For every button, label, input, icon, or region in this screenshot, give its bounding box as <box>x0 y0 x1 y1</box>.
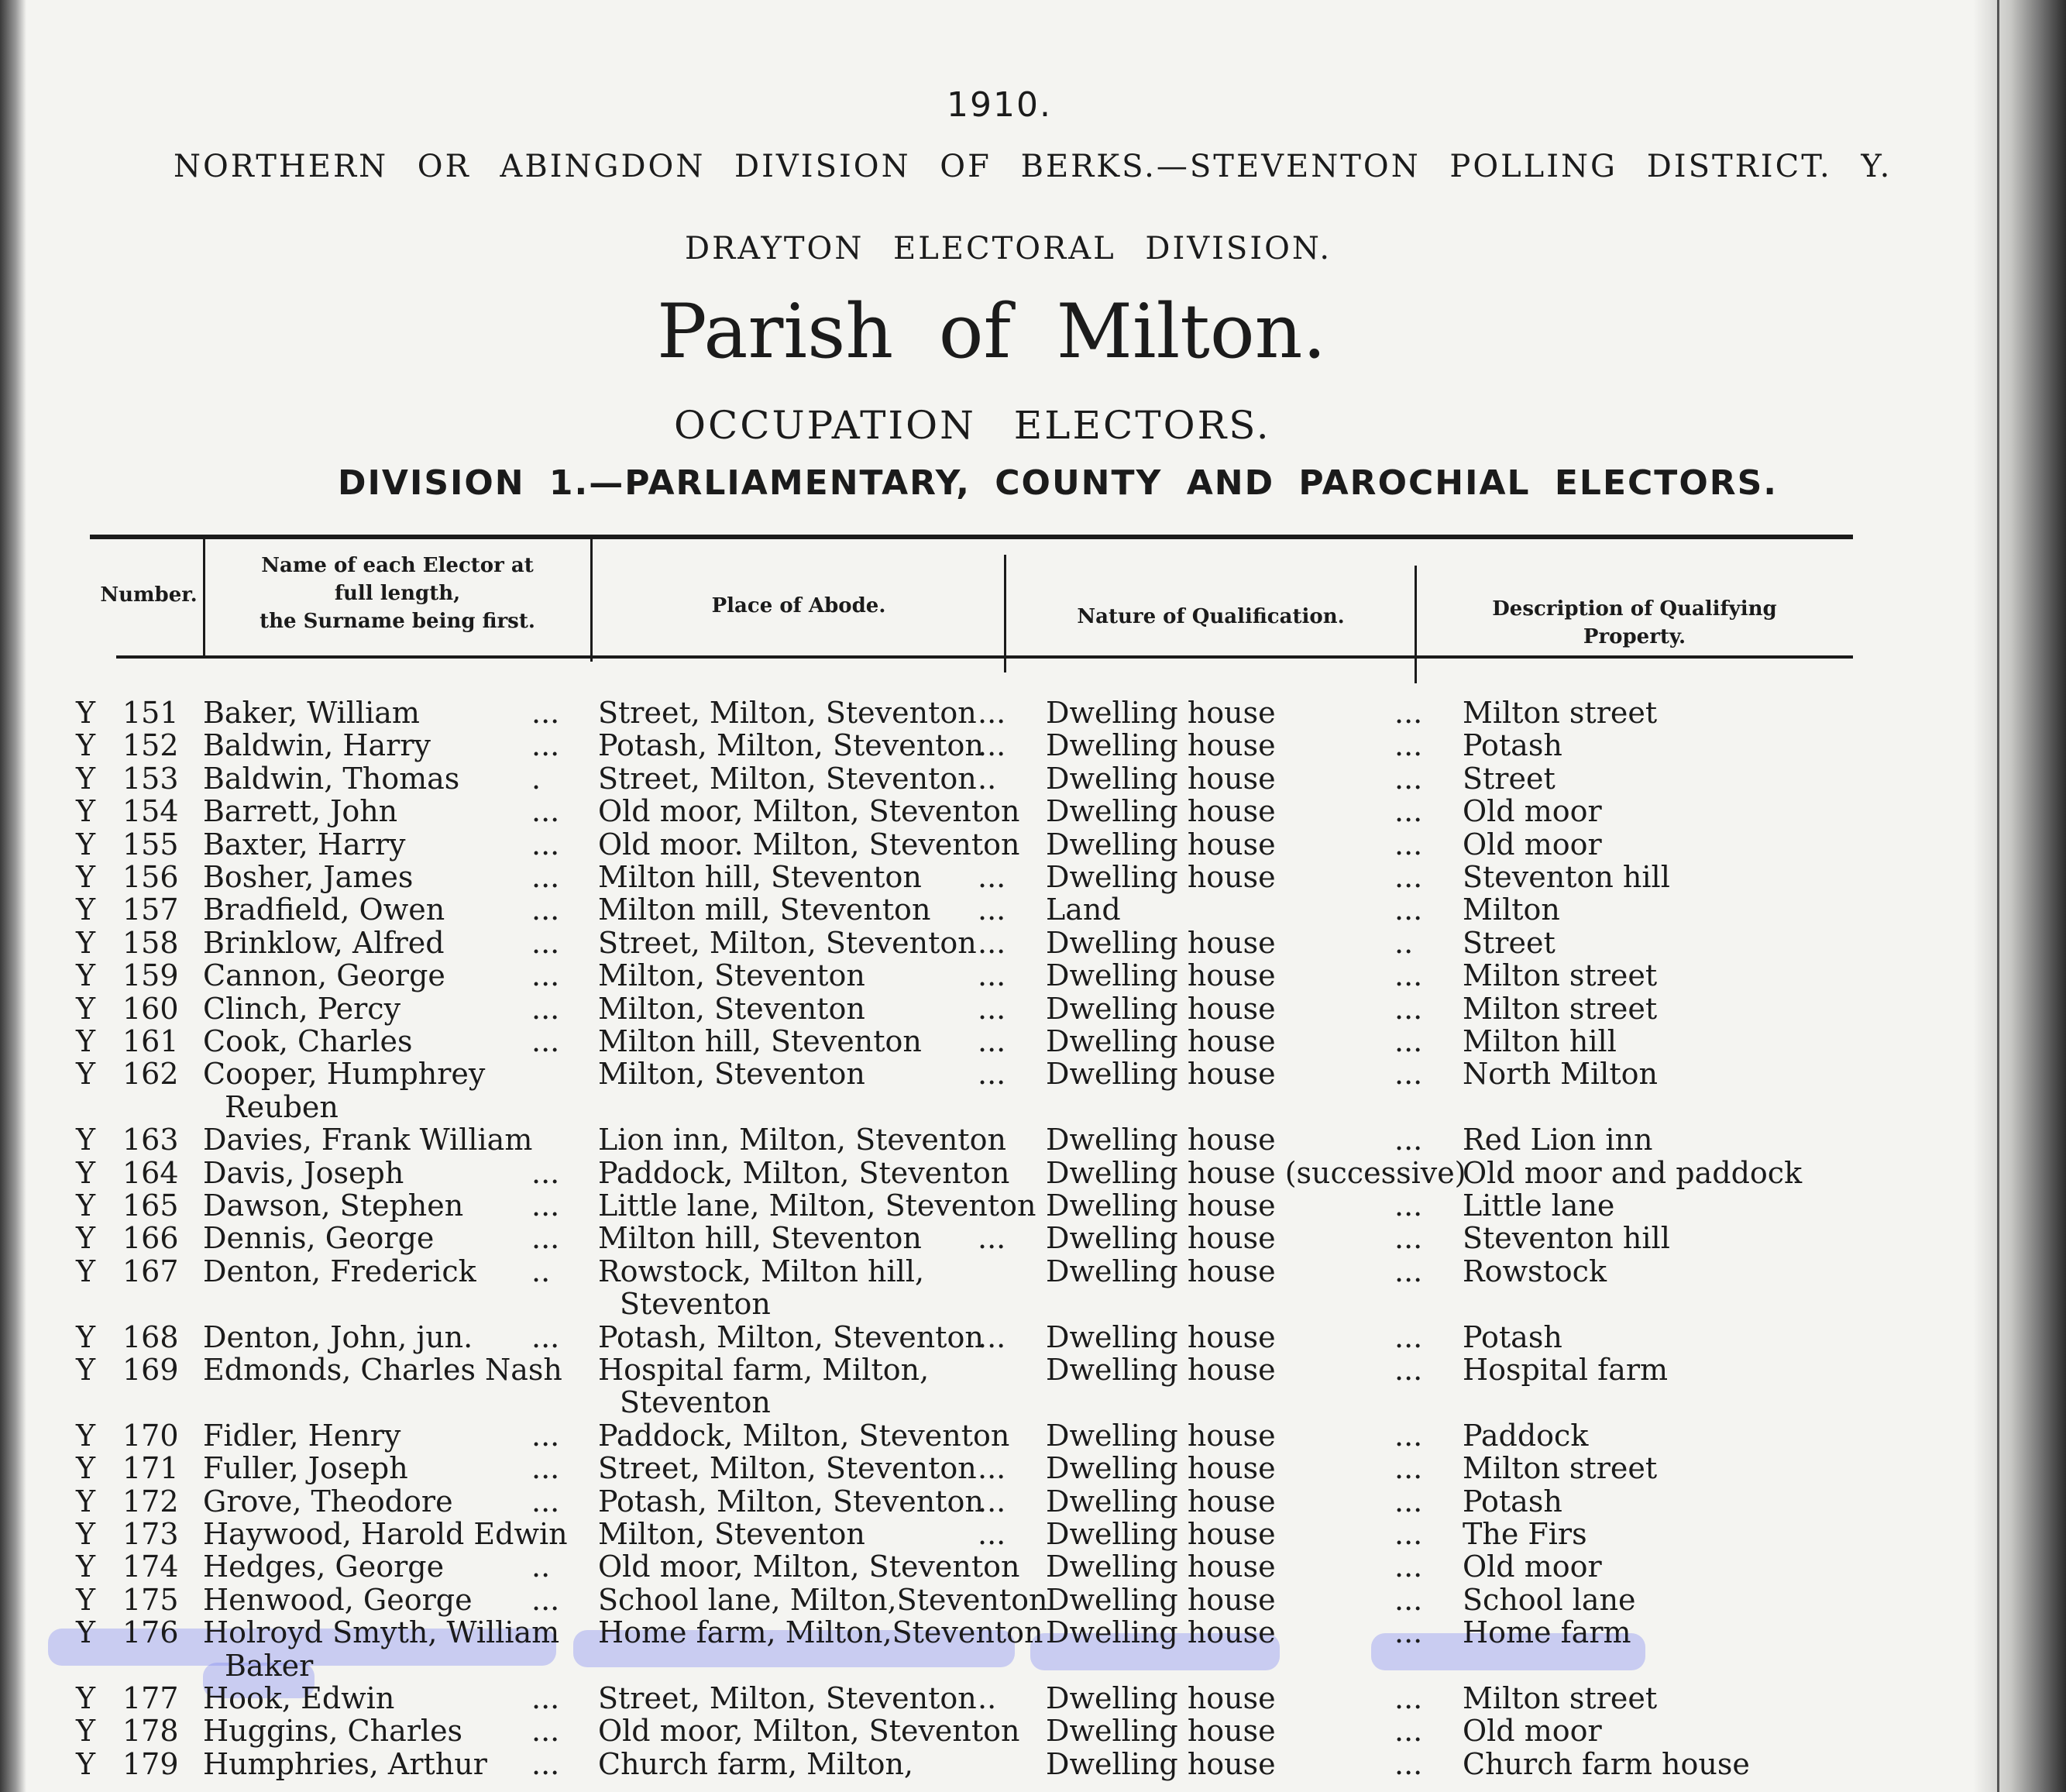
elector-name: Huggins, Charles <box>203 1714 463 1748</box>
entry-mark: Y <box>76 794 96 828</box>
qualifying-property: Old moor <box>1463 827 1602 862</box>
leader-dots: ... <box>531 1451 560 1485</box>
qualification: Dwelling house <box>1046 827 1276 862</box>
qualifying-property: Potash <box>1463 1484 1562 1519</box>
leader-dots: ... <box>531 958 560 992</box>
qualifying-property: Little lane <box>1463 1188 1615 1223</box>
table-row <box>0 1221 1859 1255</box>
elector-name: Fidler, Henry <box>203 1419 401 1453</box>
leader-dots: ... <box>1394 794 1423 828</box>
qualifying-property: Steventon hill <box>1463 1221 1670 1255</box>
table-row <box>0 1550 1859 1584</box>
table-row <box>0 860 1859 894</box>
entry-mark: Y <box>76 696 96 730</box>
qualifying-property: Old moor <box>1463 1550 1602 1584</box>
subsection-heading: DIVISION 1.—PARLIAMENTARY, COUNTY AND PAROCHIAL ELECTORS. <box>338 463 1779 503</box>
leader-dots: ... <box>978 696 1006 730</box>
place-of-abode: Potash, Milton, Steventon <box>598 1484 984 1519</box>
table-row <box>0 1583 1859 1617</box>
leader-dots: ... <box>1394 1550 1423 1584</box>
table-top-rule <box>90 535 1853 539</box>
entry-mark: Y <box>76 1550 96 1584</box>
leader-dots: ... <box>1394 893 1423 927</box>
leader-dots: ... <box>1394 1583 1423 1617</box>
place-of-abode: School lane, Milton,Steventon <box>598 1583 1048 1617</box>
entry-number: 152 <box>122 728 179 762</box>
entry-number: 156 <box>122 860 179 894</box>
place-of-abode: Rowstock, Milton hill, <box>598 1254 925 1288</box>
entry-mark: Y <box>76 860 96 894</box>
leader-dots: ... <box>531 1681 560 1715</box>
place-of-abode: Milton, Steventon <box>598 1057 865 1091</box>
table-header-bottom-rule <box>116 655 1853 659</box>
place-of-abode: Milton, Steventon <box>598 1517 865 1551</box>
leader-dots: ... <box>1394 1353 1423 1387</box>
place-of-abode: Milton, Steventon <box>598 992 865 1026</box>
qualifying-property: School lane <box>1463 1583 1636 1617</box>
entry-number: 158 <box>122 926 179 960</box>
place-of-abode: Street, Milton, Steventon <box>598 696 977 730</box>
register-year: 1910. <box>947 85 1052 125</box>
place-of-abode: Milton hill, Steventon <box>598 1024 922 1058</box>
qualification: Dwelling house <box>1046 1353 1276 1387</box>
leader-dots: ... <box>1394 762 1423 796</box>
elector-name: Baldwin, Harry <box>203 728 431 762</box>
qualifying-property: Old moor <box>1463 1714 1602 1748</box>
leader-dots: ... <box>1394 958 1423 992</box>
elector-name: Haywood, Harold Edwin <box>203 1517 568 1551</box>
leader-dots: ... <box>531 1747 560 1781</box>
qualifying-property: Old moor <box>1463 794 1602 828</box>
entry-number: 174 <box>122 1550 179 1584</box>
elector-name-continued: Reuben <box>225 1090 339 1124</box>
entry-number: 179 <box>122 1747 179 1781</box>
entry-number: 164 <box>122 1156 179 1190</box>
qualifying-property: Milton hill <box>1463 1024 1617 1058</box>
table-row <box>0 1681 1859 1715</box>
qualification: Dwelling house <box>1046 860 1276 894</box>
qualification: Dwelling house <box>1046 1615 1276 1649</box>
leader-dots: ... <box>531 794 560 828</box>
table-row <box>0 762 1859 796</box>
entry-mark: Y <box>76 1156 96 1190</box>
entry-number: 155 <box>122 827 179 862</box>
leader-dots: ... <box>978 926 1006 960</box>
qualifying-property: Milton <box>1463 893 1560 927</box>
table-row <box>0 1024 1859 1058</box>
place-of-abode: Street, Milton, Steventon <box>598 926 977 960</box>
leader-dots: ... <box>531 860 560 894</box>
elector-name: Bosher, James <box>203 860 414 894</box>
qualification: Dwelling house <box>1046 1583 1276 1617</box>
place-of-abode: Old moor, Milton, Steventon <box>598 1550 1020 1584</box>
leader-dots: ... <box>1394 992 1423 1026</box>
leader-dots: ... <box>1394 1123 1423 1157</box>
qualifying-property: Milton street <box>1463 696 1658 730</box>
leader-dots: ... <box>1394 1517 1423 1551</box>
entry-mark: Y <box>76 1615 96 1649</box>
column-header-qualification: Nature of Qualification. <box>1077 605 1345 628</box>
entry-number: 170 <box>122 1419 179 1453</box>
leader-dots: ... <box>531 992 560 1026</box>
elector-name: Davies, Frank William <box>203 1123 533 1157</box>
leader-dots: ... <box>1394 1188 1423 1223</box>
column-divider <box>1415 566 1417 683</box>
leader-dots: .. <box>531 1254 551 1288</box>
elector-name: Davis, Joseph <box>203 1156 404 1190</box>
leader-dots: ... <box>1394 728 1423 762</box>
qualification: Dwelling house <box>1046 1517 1276 1551</box>
qualifying-property: Milton street <box>1463 958 1658 992</box>
qualification: Dwelling house <box>1046 728 1276 762</box>
entry-number: 162 <box>122 1057 179 1091</box>
qualifying-property: The Firs <box>1463 1517 1587 1551</box>
elector-name: Brinklow, Alfred <box>203 926 445 960</box>
entry-number: 154 <box>122 794 179 828</box>
entry-number: 165 <box>122 1188 179 1223</box>
table-row <box>0 1451 1859 1485</box>
table-row <box>0 893 1859 927</box>
place-of-abode: Hospital farm, Milton, <box>598 1353 930 1387</box>
table-row <box>0 1517 1859 1551</box>
entry-mark: Y <box>76 1024 96 1058</box>
table-row <box>0 926 1859 960</box>
place-of-abode: Lion inn, Milton, Steventon <box>598 1123 1006 1157</box>
qualifying-property: Old moor and paddock <box>1463 1156 1803 1190</box>
table-row <box>0 827 1859 862</box>
entry-number: 175 <box>122 1583 179 1617</box>
column-header-name: Name of each Elector at full length, the Surname being first. <box>260 554 535 633</box>
leader-dots: ... <box>1394 827 1423 862</box>
qualification: Dwelling house <box>1046 1254 1276 1288</box>
entry-number: 157 <box>122 893 179 927</box>
leader-dots: ... <box>978 860 1006 894</box>
table-row <box>0 1320 1859 1354</box>
entry-mark: Y <box>76 926 96 960</box>
place-of-abode: Potash, Milton, Steventon <box>598 728 984 762</box>
place-of-abode-continued: Steventon <box>620 1287 771 1321</box>
elector-name: Henwood, George <box>203 1583 473 1617</box>
qualification: Dwelling house <box>1046 1057 1276 1091</box>
elector-name: Cooper, Humphrey <box>203 1057 486 1091</box>
elector-name-continued: Baker <box>225 1649 314 1683</box>
entry-mark: Y <box>76 1747 96 1781</box>
qualifying-property: Hospital farm <box>1463 1353 1669 1387</box>
division-heading: NORTHERN OR ABINGDON DIVISION OF BERKS.—STEVENTON POLLING DISTRICT. Y. <box>174 149 1892 184</box>
elector-name: Hook, Edwin <box>203 1681 395 1715</box>
entry-number: 177 <box>122 1681 179 1715</box>
entry-number: 159 <box>122 958 179 992</box>
leader-dots: ... <box>978 1484 1006 1519</box>
leader-dots: .. <box>978 762 997 796</box>
elector-name: Hedges, George <box>203 1550 445 1584</box>
entry-mark: Y <box>76 1714 96 1748</box>
place-of-abode: Street, Milton, Steventon <box>598 1681 977 1715</box>
leader-dots: ... <box>1394 1419 1423 1453</box>
qualification: Dwelling house <box>1046 1451 1276 1485</box>
entry-mark: Y <box>76 1681 96 1715</box>
place-of-abode: Old moor, Milton, Steventon <box>598 794 1020 828</box>
page-edge-line <box>1997 0 1999 1792</box>
qualifying-property: Milton street <box>1463 992 1658 1026</box>
place-of-abode: Old moor, Milton, Steventon <box>598 1714 1020 1748</box>
entry-number: 151 <box>122 696 179 730</box>
qualification: Dwelling house <box>1046 1123 1276 1157</box>
leader-dots: ... <box>1394 1451 1423 1485</box>
qualification: Dwelling house <box>1046 926 1276 960</box>
entry-number: 173 <box>122 1517 179 1551</box>
table-row <box>0 1123 1859 1157</box>
entry-mark: Y <box>76 1484 96 1519</box>
entry-mark: Y <box>76 1451 96 1485</box>
elector-name: Baxter, Harry <box>203 827 406 862</box>
qualifying-property: Milton street <box>1463 1451 1658 1485</box>
qualification: Dwelling house <box>1046 1747 1276 1781</box>
leader-dots: ... <box>978 893 1006 927</box>
leader-dots: ... <box>531 1156 560 1190</box>
entry-mark: Y <box>76 762 96 796</box>
page-edge-shadow-right <box>1973 0 2066 1792</box>
elector-name: Clinch, Percy <box>203 992 401 1026</box>
entry-number: 166 <box>122 1221 179 1255</box>
qualification: Dwelling house <box>1046 1024 1276 1058</box>
leader-dots: ... <box>531 1024 560 1058</box>
entry-mark: Y <box>76 728 96 762</box>
leader-dots: ... <box>531 1714 560 1748</box>
leader-dots: .. <box>1394 926 1414 960</box>
entry-mark: Y <box>76 1320 96 1354</box>
qualification: Dwelling house <box>1046 1188 1276 1223</box>
elector-name: Holroyd Smyth, William <box>203 1615 560 1649</box>
leader-dots: ... <box>1394 1615 1423 1649</box>
qualifying-property: Steventon hill <box>1463 860 1670 894</box>
entry-number: 171 <box>122 1451 179 1485</box>
entry-mark: Y <box>76 827 96 862</box>
place-of-abode: Street, Milton, Steventon <box>598 762 977 796</box>
leader-dots: ... <box>531 1419 560 1453</box>
table-row <box>0 1254 1859 1288</box>
elector-name: Denton, John, jun. <box>203 1320 473 1354</box>
place-of-abode: Church farm, Milton, <box>598 1747 914 1781</box>
qualification: Dwelling house (successive) <box>1046 1156 1466 1190</box>
leader-dots: ... <box>1394 1320 1423 1354</box>
entry-number: 168 <box>122 1320 179 1354</box>
leader-dots: ... <box>1394 1057 1423 1091</box>
leader-dots: ... <box>978 1057 1006 1091</box>
place-of-abode: Milton mill, Steventon <box>598 893 931 927</box>
leader-dots: ... <box>531 728 560 762</box>
elector-name: Baldwin, Thomas <box>203 762 460 796</box>
entry-number: 153 <box>122 762 179 796</box>
place-of-abode: Milton hill, Steventon <box>598 860 922 894</box>
entry-number: 163 <box>122 1123 179 1157</box>
entry-mark: Y <box>76 1188 96 1223</box>
elector-name: Barrett, John <box>203 794 398 828</box>
table-row <box>0 1353 1859 1387</box>
qualification: Dwelling house <box>1046 762 1276 796</box>
leader-dots: ... <box>1394 1681 1423 1715</box>
entry-mark: Y <box>76 893 96 927</box>
entry-number: 178 <box>122 1714 179 1748</box>
entry-mark: Y <box>76 1419 96 1453</box>
qualification: Dwelling house <box>1046 1221 1276 1255</box>
table-row <box>0 728 1859 762</box>
qualification: Dwelling house <box>1046 1320 1276 1354</box>
leader-dots: .. <box>531 1550 551 1584</box>
table-row <box>0 1188 1859 1223</box>
entry-mark: Y <box>76 992 96 1026</box>
qualification: Dwelling house <box>1046 992 1276 1026</box>
entry-mark: Y <box>76 1221 96 1255</box>
entry-mark: Y <box>76 1353 96 1387</box>
table-row <box>0 1747 1859 1781</box>
place-of-abode: Paddock, Milton, Steventon <box>598 1156 1010 1190</box>
entry-number: 161 <box>122 1024 179 1058</box>
elector-name: Grove, Theodore <box>203 1484 453 1519</box>
qualifying-property: Paddock <box>1463 1419 1589 1453</box>
qualifying-property: Potash <box>1463 728 1562 762</box>
elector-name: Bradfield, Owen <box>203 893 445 927</box>
leader-dots: . <box>531 762 541 796</box>
qualifying-property: Rowstock <box>1463 1254 1607 1288</box>
entry-number: 169 <box>122 1353 179 1387</box>
elector-name: Baker, William <box>203 696 420 730</box>
leader-dots: ... <box>978 1320 1006 1354</box>
table-row <box>0 1615 1859 1649</box>
leader-dots: ... <box>531 1484 560 1519</box>
entry-number: 172 <box>122 1484 179 1519</box>
page-title: Parish of Milton. <box>657 288 1326 375</box>
qualifying-property: Home farm <box>1463 1615 1631 1649</box>
elector-name: Denton, Frederick <box>203 1254 476 1288</box>
leader-dots: ... <box>531 926 560 960</box>
leader-dots: ... <box>978 958 1006 992</box>
elector-name: Humphries, Arthur <box>203 1747 487 1781</box>
leader-dots: ... <box>531 827 560 862</box>
table-row <box>0 696 1859 730</box>
section-heading: OCCUPATION ELECTORS. <box>674 403 1271 448</box>
entry-mark: Y <box>76 1517 96 1551</box>
place-of-abode: Milton, Steventon <box>598 958 865 992</box>
column-divider <box>203 539 205 657</box>
leader-dots: ... <box>1394 1024 1423 1058</box>
qualifying-property: Street <box>1463 926 1556 960</box>
qualification: Dwelling house <box>1046 1484 1276 1519</box>
leader-dots: ... <box>531 1320 560 1354</box>
leader-dots: ... <box>531 1188 560 1223</box>
place-of-abode: Paddock, Milton, Steventon <box>598 1419 1010 1453</box>
entry-number: 176 <box>122 1615 179 1649</box>
leader-dots: ... <box>1394 1221 1423 1255</box>
table-row <box>0 794 1859 828</box>
entry-mark: Y <box>76 1583 96 1617</box>
qualifying-property: Milton street <box>1463 1681 1658 1715</box>
place-of-abode-continued: Steventon <box>620 1385 771 1419</box>
column-header-number: Number. <box>100 583 198 607</box>
column-divider <box>1004 555 1006 672</box>
qualification: Dwelling house <box>1046 1550 1276 1584</box>
place-of-abode: Home farm, Milton,Steventon <box>598 1615 1043 1649</box>
elector-name: Edmonds, Charles Nash <box>203 1353 562 1387</box>
entry-mark: Y <box>76 1057 96 1091</box>
qualification: Dwelling house <box>1046 696 1276 730</box>
leader-dots: ... <box>978 728 1006 762</box>
entry-number: 167 <box>122 1254 179 1288</box>
entry-mark: Y <box>76 1254 96 1288</box>
qualification: Dwelling house <box>1046 1714 1276 1748</box>
qualification: Dwelling house <box>1046 958 1276 992</box>
table-row <box>0 1057 1859 1091</box>
qualifying-property: Church farm house <box>1463 1747 1750 1781</box>
elector-name: Dennis, George <box>203 1221 435 1255</box>
elector-name: Fuller, Joseph <box>203 1451 408 1485</box>
place-of-abode: Potash, Milton, Steventon <box>598 1320 984 1354</box>
elector-name: Dawson, Stephen <box>203 1188 464 1223</box>
entry-mark: Y <box>76 1123 96 1157</box>
qualification: Dwelling house <box>1046 1419 1276 1453</box>
leader-dots: ... <box>531 696 560 730</box>
column-header-property: Description of Qualifying Property. <box>1492 597 1777 648</box>
leader-dots: ... <box>978 992 1006 1026</box>
table-row <box>0 1156 1859 1190</box>
qualifying-property: Street <box>1463 762 1556 796</box>
leader-dots: ... <box>1394 1254 1423 1288</box>
place-of-abode: Little lane, Milton, Steventon <box>598 1188 1036 1223</box>
leader-dots: ... <box>531 1583 560 1617</box>
column-divider <box>590 539 593 662</box>
leader-dots: .. <box>978 1681 997 1715</box>
table-row <box>0 958 1859 992</box>
leader-dots: ... <box>978 1517 1006 1551</box>
leader-dots: ... <box>1394 1747 1423 1781</box>
table-row <box>0 1484 1859 1519</box>
electoral-division-heading: DRAYTON ELECTORAL DIVISION. <box>685 231 1332 267</box>
place-of-abode: Milton hill, Steventon <box>598 1221 922 1255</box>
place-of-abode: Street, Milton, Steventon <box>598 1451 977 1485</box>
leader-dots: ... <box>531 893 560 927</box>
entry-number: 160 <box>122 992 179 1026</box>
elector-name: Cook, Charles <box>203 1024 413 1058</box>
elector-name: Cannon, George <box>203 958 445 992</box>
qualifying-property: Potash <box>1463 1320 1562 1354</box>
entry-mark: Y <box>76 958 96 992</box>
table-row <box>0 1419 1859 1453</box>
leader-dots: ... <box>978 1024 1006 1058</box>
leader-dots: ... <box>978 1221 1006 1255</box>
column-header-abode: Place of Abode. <box>711 594 886 617</box>
qualification: Land <box>1046 893 1121 927</box>
leader-dots: ... <box>978 1451 1006 1485</box>
leader-dots: ... <box>1394 1714 1423 1748</box>
leader-dots: ... <box>1394 696 1423 730</box>
table-row <box>0 1714 1859 1748</box>
qualifying-property: Red Lion inn <box>1463 1123 1653 1157</box>
qualifying-property: North Milton <box>1463 1057 1658 1091</box>
qualification: Dwelling house <box>1046 794 1276 828</box>
place-of-abode: Old moor. Milton, Steventon <box>598 827 1020 862</box>
table-row <box>0 992 1859 1026</box>
leader-dots: ... <box>531 1221 560 1255</box>
leader-dots: ... <box>1394 860 1423 894</box>
qualification: Dwelling house <box>1046 1681 1276 1715</box>
leader-dots: ... <box>1394 1484 1423 1519</box>
